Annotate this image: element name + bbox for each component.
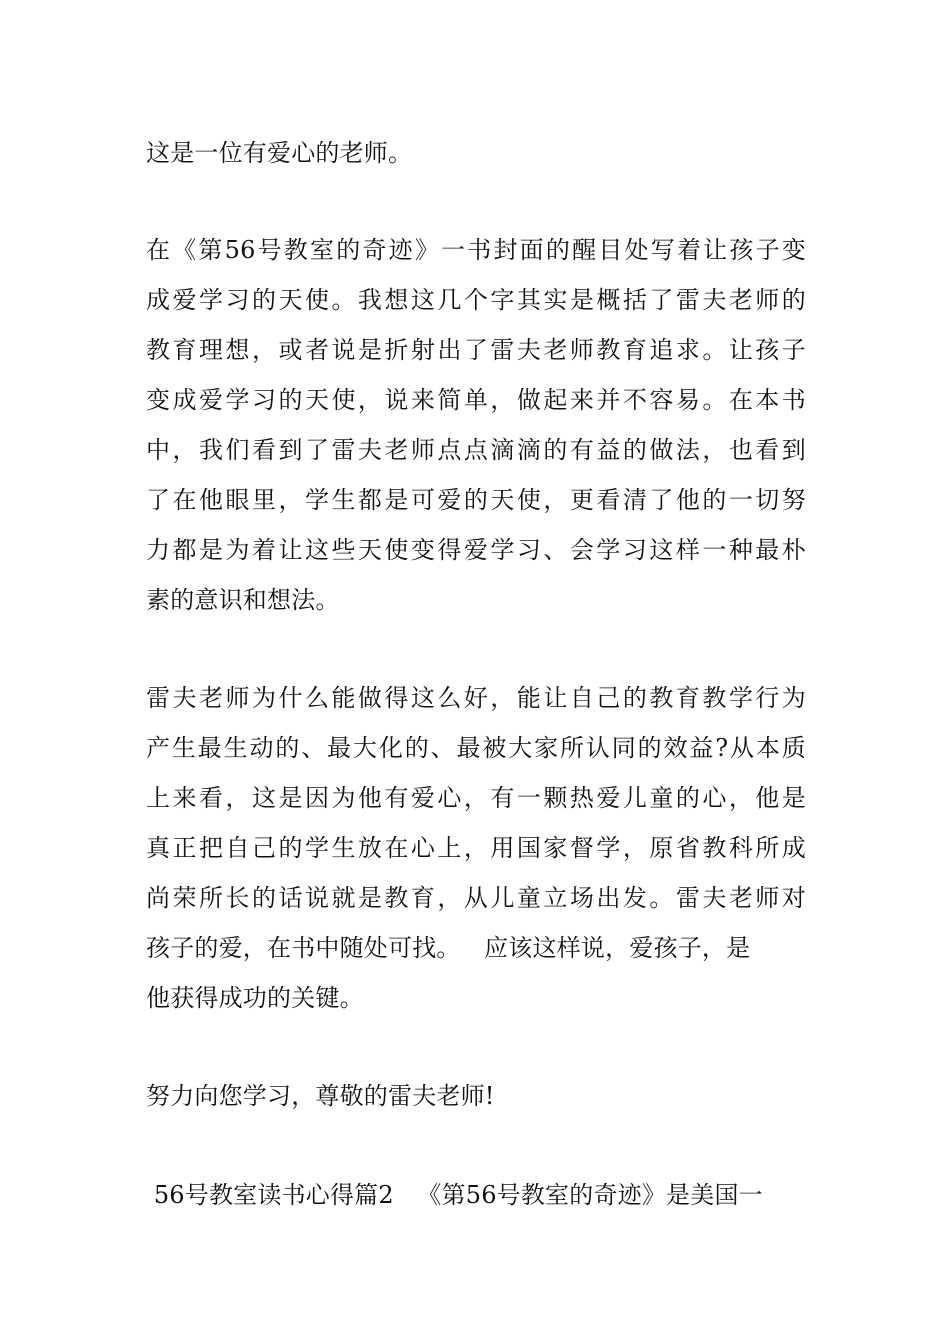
paragraph-1-line-1: 这是一位有爱心的老师。 — [146, 139, 413, 167]
paragraph-3-line-3: 上来看，这是因为他有爱心，有一颗热爱儿童的心，他是 — [146, 784, 806, 812]
paragraph-3-line-7: 他获得成功的关键。 — [146, 984, 364, 1012]
paragraph-4-line-1: 努力向您学习，尊敬的雷夫老师! — [146, 1082, 495, 1110]
paragraph-3-line-1: 雷夫老师为什么能做得这么好，能让自己的教育教学行为 — [146, 684, 806, 712]
paragraph-2-line-3: 教育理想，或者说是折射出了雷夫老师教育追求。让孩子 — [146, 336, 806, 364]
paragraph-3-line-6: 孩子的爱，在书中随处可找。 应该这样说，爱孩子，是 — [146, 934, 751, 962]
paragraph-2-line-1: 在《第56号教室的奇迹》一书封面的醒目处写着让孩子变 — [146, 236, 806, 264]
paragraph-3-line-5: 尚荣所长的话说就是教育，从儿童立场出发。雷夫老师对 — [146, 884, 806, 912]
paragraph-2-line-2: 成爱学习的天使。我想这几个字其实是概括了雷夫老师的 — [146, 286, 806, 314]
paragraph-2-line-6: 了在他眼里，学生都是可爱的天使，更看清了他的一切努 — [146, 486, 806, 514]
paragraph-3-line-4: 真正把自己的学生放在心上，用国家督学，原省教科所成 — [146, 834, 806, 862]
paragraph-2-line-4: 变成爱学习的天使，说来简单，做起来并不容易。在本书 — [146, 386, 806, 414]
paragraph-2-line-8: 素的意识和想法。 — [146, 586, 340, 614]
paragraph-2-line-5: 中，我们看到了雷夫老师点点滴滴的有益的做法，也看到 — [146, 436, 806, 464]
paragraph-2-line-7: 力都是为着让这些天使变得爱学习、会学习这样一种最朴 — [146, 536, 806, 564]
paragraph-3-line-2: 产生最生动的、最大化的、最被大家所认同的效益?从本质 — [146, 734, 806, 762]
paragraph-5-line-1: 56号教室读书心得篇2 《第56号教室的奇迹》是美国一 — [146, 1181, 763, 1209]
